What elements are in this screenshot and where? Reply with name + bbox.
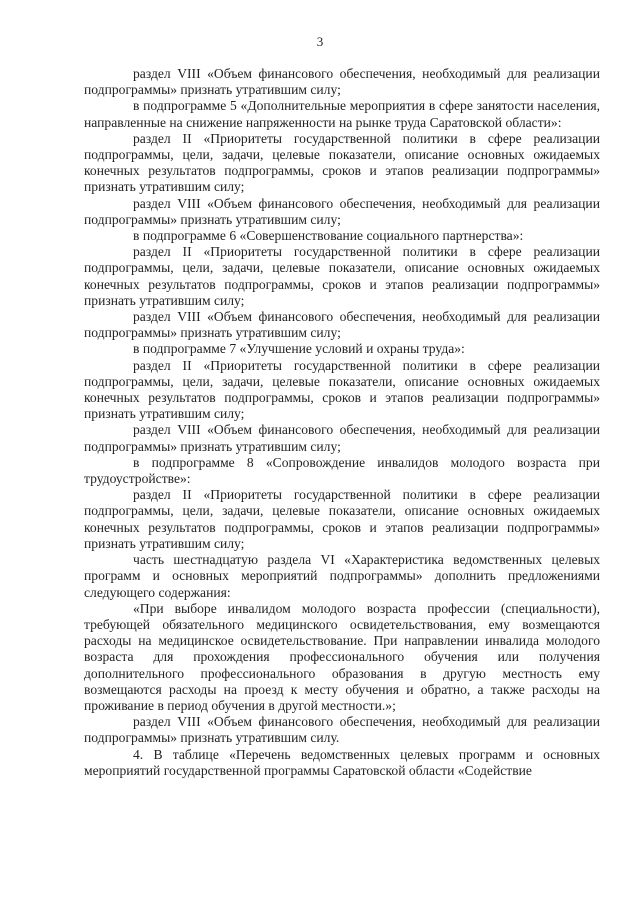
paragraph-9: раздел II «Приоритеты государственной политики в сфере реализации подпрограммы, цели, задачи, целевые показатели, описание основных ожидаемых конечных результатов подпрограммы, сроков и этапов реализации подпрограммы» признать утратившим силу;: [84, 357, 600, 422]
paragraph-15: раздел VIII «Объем финансового обеспечения, необходимый для реализации подпрограммы» признать утратившим силу.: [84, 714, 600, 746]
paragraph-3: раздел II «Приоритеты государственной политики в сфере реализации подпрограммы, цели, задачи, целевые показатели, описание основных ожидаемых конечных результатов подпрограммы, сроков и этапов реализации подпрограммы» признать утратившим силу;: [84, 130, 600, 195]
paragraph-7: раздел VIII «Объем финансового обеспечения, необходимый для реализации подпрограммы» признать утратившим силу;: [84, 309, 600, 341]
paragraph-13: часть шестнадцатую раздела VI «Характеристика ведомственных целевых программ и основных мероприятий подпрограммы» дополнить предложениями следующего содержания:: [84, 552, 600, 600]
page-number: 3: [316, 34, 324, 49]
paragraph-6: раздел II «Приоритеты государственной политики в сфере реализации подпрограммы, цели, задачи, целевые показатели, описание основных ожидаемых конечных результатов подпрограммы, сроков и этапов реализации подпрограммы» признать утратившим силу;: [84, 244, 600, 308]
paragraph-8: в подпрограмме 7 «Улучшение условий и охраны труда»:: [133, 341, 465, 357]
paragraph-10: раздел VIII «Объем финансового обеспечения, необходимый для реализации подпрограммы» признать утратившим силу;: [84, 422, 600, 454]
paragraph-1: раздел VIII «Объем финансового обеспечения, необходимый для реализации подпрограммы» признать утратившим силу;: [84, 66, 600, 98]
document-body: [84, 66, 600, 779]
paragraph-14: «При выборе инвалидом молодого возраста профессии (специальности), требующей обязательного медицинского освидетельствования, ему возмещаются расходы на медицинское освидетельствование. При направлении инвалида молодого возраста для прохождения профессионального обучения или получения дополнительного профессионального образования в другую местность ему возмещаются расходы на проезд к месту обучения и обратно, а также расходы на проживание в период обучения в другой местности.»;: [84, 600, 600, 713]
paragraph-16: 4. В таблице «Перечень ведомственных целевых программ и основных мероприятий государственной программы Саратовской области «Содействие: [84, 746, 600, 778]
paragraph-2: в подпрограмме 5 «Дополнительные мероприятия в сфере занятости населения, направленные на снижение напряженности на рынке труда Саратовской области»:: [84, 98, 600, 130]
paragraph-12: раздел II «Приоритеты государственной политики в сфере реализации подпрограммы, цели, задачи, целевые показатели, описание основных ожидаемых конечных результатов подпрограммы, сроков и этапов реализации подпрограммы» признать утратившим силу;: [84, 487, 600, 551]
paragraph-4: раздел VIII «Объем финансового обеспечения, необходимый для реализации подпрограммы» признать утратившим силу;: [84, 195, 600, 227]
paragraph-5: в подпрограмме 6 «Совершенствование социального партнерства»:: [133, 228, 524, 244]
paragraph-11: в подпрограмме 8 «Сопровождение инвалидов молодого возраста при трудоустройстве»:: [84, 454, 600, 487]
